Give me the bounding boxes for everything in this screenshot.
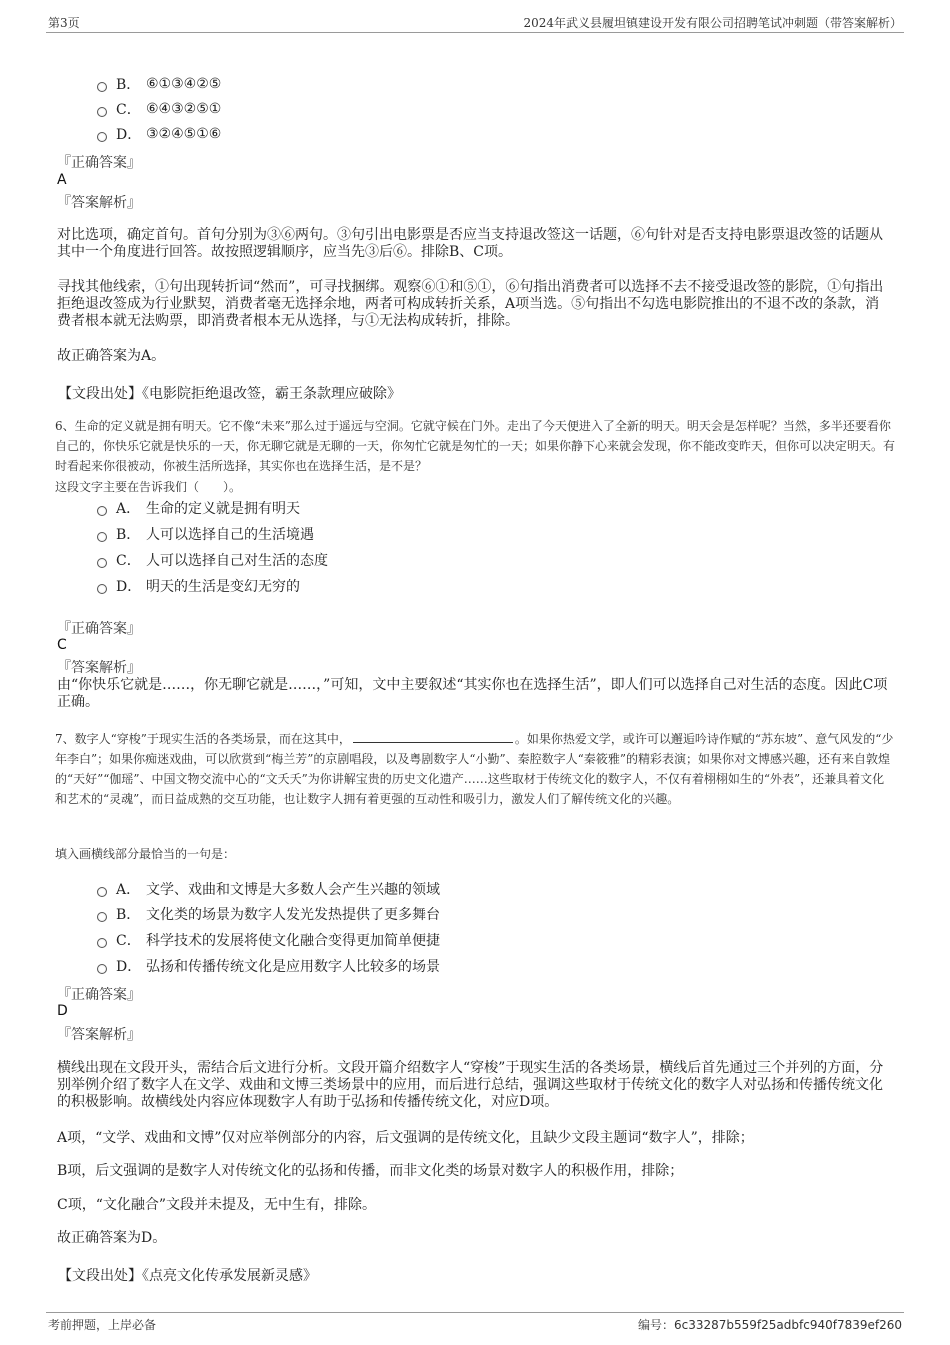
q7-answer: D (57, 1003, 68, 1019)
q5-option-c[interactable]: C． ⑥④③②⑤① (97, 98, 221, 120)
q5-option-b[interactable]: B． ⑥①③④②⑤ (97, 73, 221, 95)
q6-option-d[interactable]: D． 明天的生活是变幻无穷的 (97, 575, 300, 597)
q5-answer-label: 『正确答案』 (57, 155, 141, 171)
q7-analysis-paragraph: C项，“文化融合”文段并未提及，无中生有，排除。 (57, 1197, 377, 1213)
page-number: 第3页 (48, 16, 80, 30)
q5-answer: A (57, 172, 67, 188)
radio-icon[interactable] (97, 964, 107, 974)
q7-analysis-paragraph: A项，“文学、戏曲和文博”仅对应举例部分的内容，后文强调的是传统文化，且缺少文段主题词“数字人”，排除； (57, 1130, 754, 1146)
q6-option-c[interactable]: C． 人可以选择自己对生活的态度 (97, 549, 328, 571)
radio-icon[interactable] (97, 506, 107, 516)
radio-icon[interactable] (97, 887, 107, 897)
q5-option-d[interactable]: D． ③②④⑤①⑥ (97, 123, 221, 145)
q5-source: 【文段出处】《电影院拒绝退改签，霸王条款理应破除》 (58, 386, 401, 402)
q7-analysis-conclusion: 故正确答案为D。 (57, 1230, 167, 1246)
q6-analysis: 由“你快乐它就是……，你无聊它就是……，”可知，文中主要叙述“其实你也在选择生活”，即人们可以选择自己对生活的态度。因此C项正确。 (57, 677, 888, 710)
q5-analysis-label: 『答案解析』 (57, 195, 141, 211)
q6-option-a[interactable]: A． 生命的定义就是拥有明天 (97, 497, 300, 519)
radio-icon[interactable] (97, 558, 107, 568)
radio-icon[interactable] (97, 938, 107, 948)
radio-icon[interactable] (97, 912, 107, 922)
q7-option-a[interactable]: A． 文学、戏曲和文博是大多数人会产生兴趣的领域 (97, 878, 440, 900)
q5-analysis-conclusion: 故正确答案为A。 (57, 348, 166, 364)
footer-slogan: 考前押题，上岸必备 (48, 1318, 157, 1332)
q6-analysis-label: 『答案解析』 (57, 660, 141, 676)
q7-question: 填入画横线部分最恰当的一句是： (55, 847, 236, 861)
q6-answer-label: 『正确答案』 (57, 621, 141, 637)
q7-source: 【文段出处】《点亮文化传承发展新灵感》 (58, 1268, 317, 1284)
q6-answer: C (57, 637, 67, 653)
q5-analysis-paragraph: 对比选项，确定首句。首句分别为③⑥两句。③句引出电影票是否应当支持退改签这一话题，⑥句针对是否支持电影票退改签的话题从其中一个角度进行回答。故按照逻辑顺序，应当先③后⑥。排除B、C项。 (57, 227, 883, 260)
document-title: 2024年武义县履坦镇建设开发有限公司招聘笔试冲刺题（带答案解析） (523, 16, 902, 30)
q7-option-d[interactable]: D． 弘扬和传播传统文化是应用数字人比较多的场景 (97, 955, 440, 977)
radio-icon[interactable] (97, 82, 107, 92)
document-code: 编号：6c33287b559f25adbfc940f7839ef260 (637, 1318, 902, 1332)
q7-option-c[interactable]: C． 科学技术的发展将使文化融合变得更加简单便捷 (97, 929, 440, 951)
page-header (46, 12, 904, 33)
q7-answer-label: 『正确答案』 (57, 987, 141, 1003)
q6-question: 这段文字主要在告诉我们（ ）。 (55, 480, 242, 494)
q6-option-b[interactable]: B． 人可以选择自己的生活境遇 (97, 523, 314, 545)
q7-analysis-paragraph: B项，后文强调的是数字人对传统文化的弘扬和传播，而非文化类的场景对数字人的积极作用，排除； (57, 1163, 684, 1179)
q7-analysis-paragraph: 横线出现在文段开头，需结合后文进行分析。文段开篇介绍数字人“穿梭”于现实生活的各类场景，横线后首先通过三个并列的方面，分别举例介绍了数字人在文学、戏曲和文博三类场景中的应用，而后进行总结，强调这些取材于传统文化的数字人对弘扬和传播传统文化的积极影响。故横线处内容应体现数字人有助于弘扬和传播传统文化，对应D项。 (57, 1060, 884, 1110)
fill-in-blank[interactable] (353, 730, 513, 743)
radio-icon[interactable] (97, 132, 107, 142)
radio-icon[interactable] (97, 107, 107, 117)
radio-icon[interactable] (97, 584, 107, 594)
page-footer (46, 1312, 904, 1337)
q7-option-b[interactable]: B． 文化类的场景为数字人发光发热提供了更多舞台 (97, 903, 440, 925)
q7-analysis-label: 『答案解析』 (57, 1027, 141, 1043)
q7-stem: 7、数字人“穿梭”于现实生活的各类场景，而在这其中， 。如果你热爱文学，或许可以邂逅吟诗作赋的“苏东坡”、意气风发的“少年李白”；如果你痴迷戏曲，可以欣赏到“梅兰芳”的京剧唱段，以及粤剧数字人“小勤”、秦腔数字人“秦筱雅”的精彩表演；如果你对文博感兴趣，还有来自敦煌的“天好”“伽瑶”、中国文物交流中心的“文夭夭”为你讲解宝贵的历史文化遗产……这些取材于传统文化的数字人，不仅有着栩栩如生的“外表”，还兼具着文化和艺术的“灵魂”，而日益成熟的交互功能，也让数字人拥有着更强的互动性和吸引力，激发人们了解传统文化的兴趣。 (55, 732, 894, 806)
q6-stem: 6、生命的定义就是拥有明天。它不像“未来”那么过于遥远与空洞。它就守候在门外。走出了今天便进入了全新的明天。明天会是怎样呢？当然，多半还要看你自己的，你快乐它就是快乐的一天，你无聊它就是无聊的一天，你匆忙它就是匆忙的一天；如果你静下心来就会发现，你不能改变昨天，但你可以决定明天。有时看起来你很被动，你被生活所选择，其实你也在选择生活，是不是？ (55, 419, 896, 473)
radio-icon[interactable] (97, 532, 107, 542)
q5-analysis-paragraph: 寻找其他线索，①句出现转折词“然而”，可寻找捆绑。观察⑥①和⑤①，⑥句指出消费者可以选择不去不接受退改签的影院，①句指出拒绝退改签成为行业默契，消费者毫无选择余地，两者可构成转折关系，A项当选。⑤句指出不勾选电影院推出的不退不改的条款，消费者根本就无法购票，即消费者根本无从选择，与①无法构成转折，排除。 (57, 279, 884, 329)
